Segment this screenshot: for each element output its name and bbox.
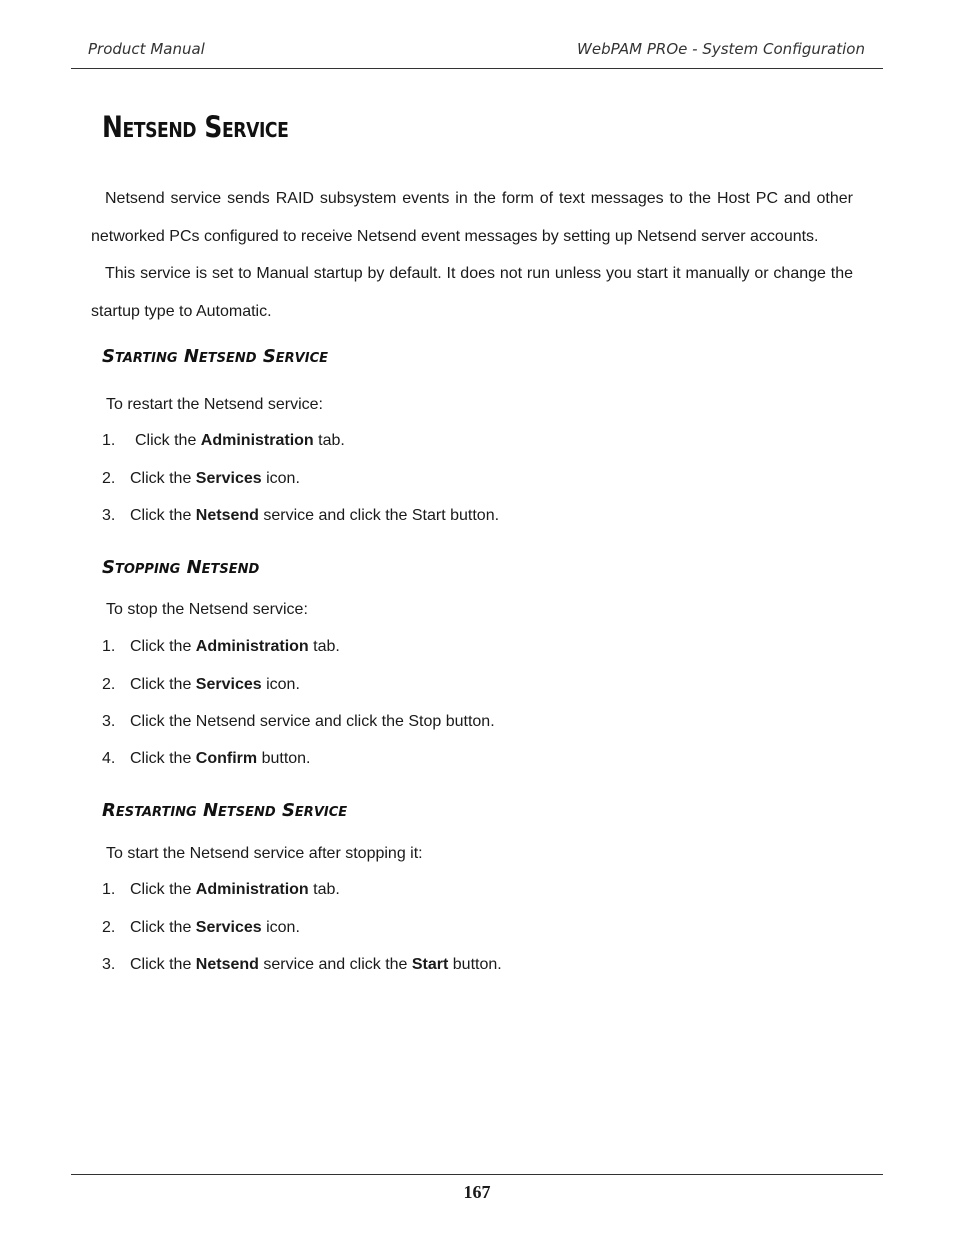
intro-paragraph-1	[91, 180, 853, 256]
running-header-right: WebPAM PROe - System Configuration	[577, 40, 865, 58]
list-item: 4. Click the Confirm button.	[102, 750, 311, 767]
section-heading-stopping: Stopping Netsend	[102, 557, 260, 578]
intro-paragraph-1-text: Netsend service sends RAID subsystem events in the form of text messages to the Host PC and other networked PCs configured to receive Netsend event messages by setting up Netsend server accounts.	[91, 190, 853, 245]
footer-rule	[71, 1174, 883, 1175]
list-item: 1. Click the Administration tab.	[102, 881, 340, 898]
list-item: 2. Click the Services icon.	[102, 676, 300, 693]
section-intro-starting: To restart the Netsend service:	[106, 396, 323, 413]
list-item: 1. Click the Administration tab.	[102, 638, 340, 655]
list-item: 3. Click the Netsend service and click the Stop button.	[102, 713, 495, 730]
section-heading-starting: Starting Netsend Service	[102, 346, 328, 367]
section-intro-restarting: To start the Netsend service after stopping it:	[106, 845, 423, 862]
list-item: 2. Click the Services icon.	[102, 919, 300, 936]
section-heading-restarting: Restarting Netsend Service	[102, 800, 348, 821]
header-rule	[71, 68, 883, 69]
list-item: 3. Click the Netsend service and click the Start button.	[102, 956, 502, 973]
intro-paragraph-2-text: This service is set to Manual startup by default. It does not run unless you start it manually or change the startup type to Automatic.	[91, 265, 853, 320]
intro-paragraph-2	[91, 255, 853, 331]
list-item: 2. Click the Services icon.	[102, 470, 300, 487]
section-intro-stopping: To stop the Netsend service:	[106, 601, 308, 618]
list-item: 3. Click the Netsend service and click the Start button.	[102, 507, 500, 524]
page-title: Netsend Service	[102, 110, 289, 144]
page-number: 167	[463, 1182, 491, 1202]
list-item: 1. Click the Administration tab.	[102, 432, 345, 449]
running-header-left: Product Manual	[88, 40, 205, 58]
